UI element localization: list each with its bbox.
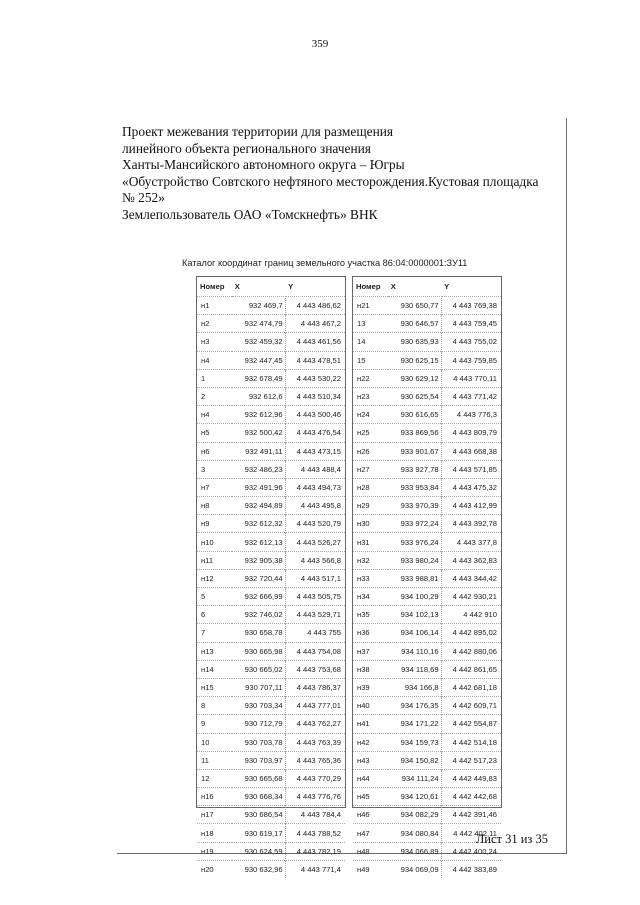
- coord-y: 4 443 809,79: [441, 424, 501, 442]
- coord-x: 933 869,56: [388, 424, 441, 442]
- table-row: [197, 860, 345, 878]
- coord-x: 930 625,15: [388, 351, 441, 369]
- table-row: [353, 478, 501, 496]
- table-row: [197, 424, 345, 442]
- coord-y: 4 443 475,32: [441, 478, 501, 496]
- coord-y: 4 443 486,62: [285, 297, 345, 315]
- table-row: [197, 588, 345, 606]
- point-number: н20: [197, 860, 232, 878]
- coord-x: 933 972,24: [388, 515, 441, 533]
- table-row: [197, 769, 345, 787]
- coord-y: 4 442 449,83: [441, 769, 501, 787]
- table-row: [197, 715, 345, 733]
- coord-x: 932 612,96: [232, 406, 285, 424]
- table-row: [353, 351, 501, 369]
- coord-x: 930 616,65: [388, 406, 441, 424]
- header-line-1: Проект межевания территории для размещения: [122, 124, 394, 139]
- coord-x: 934 150,82: [388, 751, 441, 769]
- coord-y: 4 443 765,36: [285, 751, 345, 769]
- coord-x: 932 905,38: [232, 551, 285, 569]
- table-row: [197, 733, 345, 751]
- coord-y: 4 443 526,27: [285, 533, 345, 551]
- column-header-y: Y: [288, 282, 294, 291]
- point-number: н13: [197, 642, 232, 660]
- column-header-number: Номер: [356, 282, 381, 291]
- point-number: н43: [353, 751, 388, 769]
- table-row: [197, 624, 345, 642]
- coord-y: 4 443 759,45: [441, 315, 501, 333]
- coord-x: 930 703,34: [232, 697, 285, 715]
- coord-x: 932 666,99: [232, 588, 285, 606]
- point-number: 15: [353, 351, 388, 369]
- coord-x: 933 970,39: [388, 497, 441, 515]
- coord-y: 4 443 517,1: [285, 569, 345, 587]
- coord-x: 932 474,79: [232, 315, 285, 333]
- coord-y: 4 443 777,01: [285, 697, 345, 715]
- table-row: [353, 424, 501, 442]
- coord-x: 932 469,7: [232, 297, 285, 315]
- point-number: н21: [353, 297, 388, 315]
- coord-x: 934 118,69: [388, 660, 441, 678]
- coord-x: 930 629,12: [388, 369, 441, 387]
- coord-x: 933 980,24: [388, 551, 441, 569]
- column-header-x: X: [390, 282, 396, 291]
- table-row: [353, 551, 501, 569]
- point-number: н48: [353, 842, 388, 860]
- table-row: [353, 333, 501, 351]
- coord-y: 4 442 681,18: [441, 678, 501, 696]
- coord-x: 932 612,13: [232, 533, 285, 551]
- point-number: н42: [353, 733, 388, 751]
- coord-y: 4 442 895,02: [441, 624, 501, 642]
- coord-y: 4 443 362,83: [441, 551, 501, 569]
- point-number: н3: [197, 333, 232, 351]
- table-row: [197, 606, 345, 624]
- coord-y: 4 442 402,11: [441, 824, 501, 842]
- point-number: 3: [197, 460, 232, 478]
- point-number: 5: [197, 588, 232, 606]
- coord-y: 4 443 759,85: [441, 351, 501, 369]
- coord-y: 4 442 442,68: [441, 788, 501, 806]
- coord-y: 4 443 566,8: [285, 551, 345, 569]
- coord-x: 932 612,6: [232, 387, 285, 405]
- coord-y: 4 443 571,85: [441, 460, 501, 478]
- coord-x: 930 665,02: [232, 660, 285, 678]
- coord-y: 4 442 930,21: [441, 588, 501, 606]
- point-number: н12: [197, 569, 232, 587]
- point-number: 10: [197, 733, 232, 751]
- point-number: 7: [197, 624, 232, 642]
- point-number: н30: [353, 515, 388, 533]
- point-number: 1: [197, 369, 232, 387]
- table-row: [353, 297, 501, 315]
- point-number: н17: [197, 806, 232, 824]
- point-number: н4: [197, 406, 232, 424]
- sheet-label: Лист 31 из 35: [475, 832, 548, 846]
- coord-y: 4 442 880,06: [441, 642, 501, 660]
- coord-y: 4 443 770,11: [441, 369, 501, 387]
- point-number: 12: [197, 769, 232, 787]
- point-number: н8: [197, 497, 232, 515]
- coord-y: 4 443 392,78: [441, 515, 501, 533]
- table-row: [197, 478, 345, 496]
- coord-x: 933 927,78: [388, 460, 441, 478]
- coord-y: 4 443 495,8: [285, 497, 345, 515]
- table-row: [353, 678, 501, 696]
- table-row: [197, 824, 345, 842]
- coord-x: 930 650,77: [388, 297, 441, 315]
- point-number: н27: [353, 460, 388, 478]
- coord-y: 4 443 754,08: [285, 642, 345, 660]
- point-number: 13: [353, 315, 388, 333]
- table-row: [353, 697, 501, 715]
- point-number: н19: [197, 842, 232, 860]
- coord-x: 934 120,61: [388, 788, 441, 806]
- coord-y: 4 443 530,22: [285, 369, 345, 387]
- table-row: [197, 697, 345, 715]
- point-number: н47: [353, 824, 388, 842]
- table-row: [197, 515, 345, 533]
- column-header-number: Номер: [200, 282, 225, 291]
- coord-x: 934 106,14: [388, 624, 441, 642]
- coord-y: 4 443 488,4: [285, 460, 345, 478]
- coord-y: 4 443 769,38: [441, 297, 501, 315]
- point-number: н32: [353, 551, 388, 569]
- point-number: н4: [197, 351, 232, 369]
- table-row: [353, 569, 501, 587]
- point-number: 9: [197, 715, 232, 733]
- table-row: [197, 842, 345, 860]
- coord-y: 4 442 400,24: [441, 842, 501, 860]
- table-header-row: [197, 277, 345, 297]
- coord-y: 4 443 755,02: [441, 333, 501, 351]
- coord-x: 930 668,34: [232, 788, 285, 806]
- point-number: н10: [197, 533, 232, 551]
- table-row: [353, 788, 501, 806]
- coord-x: 934 080,84: [388, 824, 441, 842]
- coord-x: 930 632,96: [232, 860, 285, 878]
- table-row: [353, 406, 501, 424]
- point-number: н25: [353, 424, 388, 442]
- coord-x: 934 159,73: [388, 733, 441, 751]
- coord-x: 930 707,11: [232, 678, 285, 696]
- point-number: н39: [353, 678, 388, 696]
- coord-x: 930 646,57: [388, 315, 441, 333]
- coord-x: 930 712,79: [232, 715, 285, 733]
- table-row: [197, 369, 345, 387]
- coord-x: 932 486,23: [232, 460, 285, 478]
- coord-y: 4 443 476,54: [285, 424, 345, 442]
- coord-x: 932 612,32: [232, 515, 285, 533]
- table-body-left: [197, 297, 345, 879]
- point-number: н37: [353, 642, 388, 660]
- coord-y: 4 443 763,39: [285, 733, 345, 751]
- table-row: [353, 806, 501, 824]
- coord-y: 4 443 788,52: [285, 824, 345, 842]
- coord-x: 934 176,35: [388, 697, 441, 715]
- point-number: н40: [353, 697, 388, 715]
- coord-y: 4 442 391,46: [441, 806, 501, 824]
- table-row: [353, 860, 501, 878]
- coord-y: 4 443 782,19: [285, 842, 345, 860]
- table-row: [353, 606, 501, 624]
- coord-y: 4 443 762,27: [285, 715, 345, 733]
- table-row: [197, 678, 345, 696]
- coord-x: 933 953,84: [388, 478, 441, 496]
- table-row: [353, 715, 501, 733]
- coordinates-table-left: [196, 276, 346, 874]
- coord-x: 933 976,24: [388, 533, 441, 551]
- point-number: 11: [197, 751, 232, 769]
- point-number: н15: [197, 678, 232, 696]
- point-number: н44: [353, 769, 388, 787]
- coord-y: 4 442 517,23: [441, 751, 501, 769]
- coord-x: 934 171,22: [388, 715, 441, 733]
- coord-x: 930 635,93: [388, 333, 441, 351]
- table-row: [197, 533, 345, 551]
- table-row: [197, 788, 345, 806]
- coord-x: 932 500,42: [232, 424, 285, 442]
- point-number: н16: [197, 788, 232, 806]
- point-number: н18: [197, 824, 232, 842]
- point-number: н34: [353, 588, 388, 606]
- coord-x: 930 624,59: [232, 842, 285, 860]
- coord-x: 932 678,49: [232, 369, 285, 387]
- coord-y: 4 443 473,15: [285, 442, 345, 460]
- point-number: н23: [353, 387, 388, 405]
- coord-y: 4 443 520,79: [285, 515, 345, 533]
- point-number: н6: [197, 442, 232, 460]
- header-line-4: «Обустройство Совтского нефтяного месторождения.Кустовая площадка № 252»: [122, 173, 539, 206]
- catalog-title: Каталог координат границ земельного участка 86:04:0000001:ЗУ11: [182, 258, 468, 268]
- point-number: н46: [353, 806, 388, 824]
- table-row: [353, 460, 501, 478]
- point-number: н2: [197, 315, 232, 333]
- point-number: н38: [353, 660, 388, 678]
- coord-y: 4 442 554,87: [441, 715, 501, 733]
- coord-y: 4 443 494,73: [285, 478, 345, 496]
- coord-x: 932 447,45: [232, 351, 285, 369]
- point-number: н11: [197, 551, 232, 569]
- coord-y: 4 443 505,75: [285, 588, 345, 606]
- table-row: [353, 497, 501, 515]
- coord-y: 4 443 776,76: [285, 788, 345, 806]
- coord-x: 934 100,29: [388, 588, 441, 606]
- coord-y: 4 443 753,68: [285, 660, 345, 678]
- header-line-3: Ханты-Мансийского автономного округа – Югры: [122, 157, 405, 173]
- table-row: [353, 369, 501, 387]
- point-number: н36: [353, 624, 388, 642]
- coord-x: 930 658,78: [232, 624, 285, 642]
- table-row: [197, 642, 345, 660]
- table-row: [353, 769, 501, 787]
- coord-x: 933 988,81: [388, 569, 441, 587]
- coord-y: 4 443 510,34: [285, 387, 345, 405]
- point-number: 6: [197, 606, 232, 624]
- coord-y: 4 443 478,51: [285, 351, 345, 369]
- point-number: н49: [353, 860, 388, 878]
- coord-x: 934 166,8: [388, 678, 441, 696]
- point-number: н14: [197, 660, 232, 678]
- point-number: н1: [197, 297, 232, 315]
- coord-x: 930 619,17: [232, 824, 285, 842]
- point-number: 2: [197, 387, 232, 405]
- point-number: 14: [353, 333, 388, 351]
- table-row: [197, 460, 345, 478]
- coord-x: 934 066,89: [388, 842, 441, 860]
- point-number: н7: [197, 478, 232, 496]
- table-row: [353, 624, 501, 642]
- table-row: [353, 751, 501, 769]
- project-header: [122, 124, 552, 224]
- table-row: [197, 387, 345, 405]
- coord-x: 934 069,09: [388, 860, 441, 878]
- table-row: [197, 806, 345, 824]
- coord-x: 934 082,29: [388, 806, 441, 824]
- point-number: н31: [353, 533, 388, 551]
- point-number: н9: [197, 515, 232, 533]
- header-line-2: линейного объекта регионального значения: [122, 140, 371, 156]
- point-number: н45: [353, 788, 388, 806]
- coord-x: 932 459,32: [232, 333, 285, 351]
- point-number: н33: [353, 569, 388, 587]
- coord-x: 932 720,44: [232, 569, 285, 587]
- coord-x: 934 111,24: [388, 769, 441, 787]
- coord-y: 4 442 910: [441, 606, 501, 624]
- table-row: [197, 351, 345, 369]
- header-line-5: Землепользователь ОАО «Томскнефть» ВНК: [122, 206, 378, 222]
- coord-x: 930 686,54: [232, 806, 285, 824]
- page-number: 359: [311, 38, 329, 50]
- coord-y: 4 443 377,8: [441, 533, 501, 551]
- coord-x: 934 110,16: [388, 642, 441, 660]
- coord-y: 4 442 514,18: [441, 733, 501, 751]
- table-row: [353, 442, 501, 460]
- coord-y: 4 443 467,2: [285, 315, 345, 333]
- point-number: н29: [353, 497, 388, 515]
- table-row: [197, 333, 345, 351]
- table-row: [197, 406, 345, 424]
- coord-y: 4 443 461,56: [285, 333, 345, 351]
- table-row: [353, 660, 501, 678]
- point-number: н22: [353, 369, 388, 387]
- coord-y: 4 442 609,71: [441, 697, 501, 715]
- table-row: [197, 551, 345, 569]
- coord-x: 933 901,67: [388, 442, 441, 460]
- point-number: н41: [353, 715, 388, 733]
- column-header-x: X: [234, 282, 240, 291]
- table-body-right: [353, 297, 501, 879]
- coord-y: 4 442 383,89: [441, 860, 501, 878]
- coord-y: 4 443 771,42: [441, 387, 501, 405]
- table-row: [197, 569, 345, 587]
- coord-y: 4 443 784,4: [285, 806, 345, 824]
- table-row: [197, 315, 345, 333]
- coord-x: 932 746,02: [232, 606, 285, 624]
- table-row: [353, 315, 501, 333]
- point-number: н5: [197, 424, 232, 442]
- coord-x: 930 625,54: [388, 387, 441, 405]
- coord-x: 932 491,96: [232, 478, 285, 496]
- table-row: [197, 751, 345, 769]
- point-number: н35: [353, 606, 388, 624]
- coord-x: 930 703,78: [232, 733, 285, 751]
- point-number: н26: [353, 442, 388, 460]
- coord-y: 4 443 776,3: [441, 406, 501, 424]
- table-row: [353, 642, 501, 660]
- table-row: [353, 733, 501, 751]
- coord-x: 930 665,68: [232, 769, 285, 787]
- coord-y: 4 443 771,4: [285, 860, 345, 878]
- table-row: [197, 297, 345, 315]
- column-header-y: Y: [444, 282, 450, 291]
- coord-x: 932 491,11: [232, 442, 285, 460]
- table-row: [353, 387, 501, 405]
- point-number: 8: [197, 697, 232, 715]
- coord-y: 4 443 500,46: [285, 406, 345, 424]
- coord-y: 4 443 344,42: [441, 569, 501, 587]
- coord-y: 4 442 861,65: [441, 660, 501, 678]
- table-header-row: [353, 277, 501, 297]
- coord-y: 4 443 770,29: [285, 769, 345, 787]
- coord-x: 932 494,89: [232, 497, 285, 515]
- coord-y: 4 443 755: [285, 624, 345, 642]
- table-row: [353, 515, 501, 533]
- coordinates-table-right: [352, 276, 502, 874]
- coord-y: 4 443 668,38: [441, 442, 501, 460]
- table-row: [353, 588, 501, 606]
- coord-x: 934 102,13: [388, 606, 441, 624]
- table-row: [197, 442, 345, 460]
- table-row: [197, 660, 345, 678]
- point-number: н28: [353, 478, 388, 496]
- coord-y: 4 443 412,99: [441, 497, 501, 515]
- coord-y: 4 443 529,71: [285, 606, 345, 624]
- coord-x: 930 665,98: [232, 642, 285, 660]
- coord-x: 930 703,97: [232, 751, 285, 769]
- point-number: н24: [353, 406, 388, 424]
- table-row: [197, 497, 345, 515]
- coord-y: 4 443 786,37: [285, 678, 345, 696]
- table-row: [353, 533, 501, 551]
